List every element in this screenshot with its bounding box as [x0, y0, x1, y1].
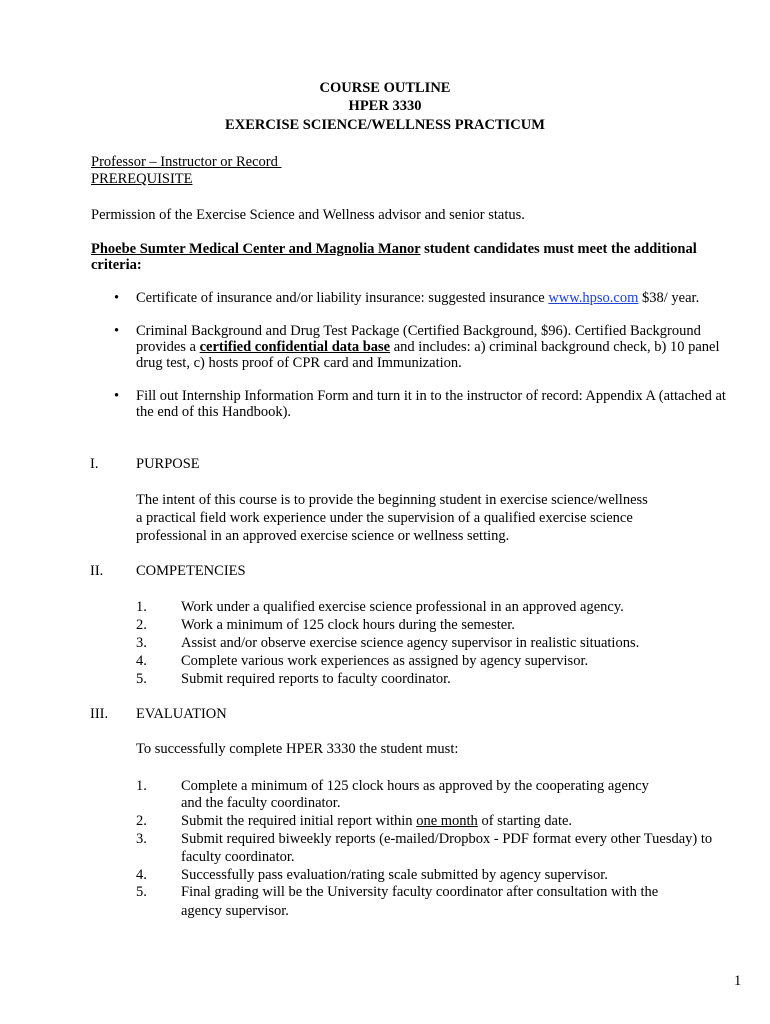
item-text-continued: and the faculty coordinator. [181, 795, 341, 811]
bullet-2-line-1: Criminal Background and Drug Test Package (Certified Background, $96). Certified Background [136, 323, 701, 339]
item-text-continued: faculty coordinator. [181, 849, 295, 865]
item-text: Complete a minimum of 125 clock hours as approved by the cooperating agency [181, 778, 649, 794]
professor-line: Professor – Instructor or Record [91, 154, 282, 170]
item-number: 4. [136, 653, 147, 669]
item-text [181, 813, 572, 829]
prerequisite-heading: PREREQUISITE [91, 171, 193, 187]
bullet-1-text [136, 290, 699, 306]
item-number: 2. [136, 617, 147, 633]
title-line-2: HPER 3330 [348, 98, 422, 114]
section-numeral: II. [90, 563, 104, 579]
item-text: Work a minimum of 125 clock hours during the semester. [181, 617, 515, 633]
item-text-before: Submit the required initial report within [181, 813, 417, 829]
criteria-underlined: Phoebe Sumter Medical Center and Magnolia Manor [91, 241, 421, 257]
section-numeral: I. [90, 456, 99, 472]
criteria-line-1 [91, 241, 697, 257]
one-month-emphasis: one month [416, 813, 478, 829]
section-heading-evaluation: EVALUATION [136, 706, 227, 722]
bullet-2-line-3: drug test, c) hosts proof of CPR card and Immunization. [136, 355, 462, 371]
section-heading-competencies: COMPETENCIES [136, 563, 246, 579]
title-line-3: EXERCISE SCIENCE/WELLNESS PRACTICUM [225, 117, 545, 133]
item-number: 1. [136, 599, 147, 615]
item-text-after: of starting date. [477, 813, 573, 829]
item-text: Successfully pass evaluation/rating scale submitted by agency supervisor. [181, 867, 608, 883]
item-text: Work under a qualified exercise science professional in an approved agency. [181, 599, 624, 615]
item-number: 4. [136, 867, 147, 883]
bullet-3-line-2: the end of this Handbook). [136, 404, 292, 420]
item-number: 2. [136, 813, 147, 829]
item-text-continued: agency supervisor. [181, 903, 289, 919]
bullet-dot: • [114, 290, 120, 306]
certified-data-base: certified confidential data base [199, 339, 391, 355]
item-text: Assist and/or observe exercise science agency supervisor in realistic situations. [181, 635, 640, 651]
item-text: Submit required biweekly reports (e-mailed/Dropbox - PDF format every other Tuesday) to [181, 831, 713, 847]
item-text: Submit required reports to faculty coordinator. [181, 671, 451, 687]
item-number: 5. [136, 884, 147, 900]
item-number: 1. [136, 778, 147, 794]
bullet-3-line-1: Fill out Internship Information Form and turn it in to the instructor of record: Appendix A (attached at [136, 388, 726, 404]
bullet-2-after: and includes: a) criminal background check, b) 10 panel [390, 339, 720, 355]
purpose-line-3: professional in an approved exercise science or wellness setting. [136, 528, 510, 544]
bullet-dot: • [114, 323, 120, 339]
bullet-1-after: $38/ year. [638, 290, 700, 306]
item-number: 3. [136, 831, 147, 847]
item-number: 5. [136, 671, 147, 687]
page-number: 1 [734, 973, 742, 989]
item-text: Final grading will be the University faculty coordinator after consultation with the [181, 884, 659, 900]
purpose-line-1: The intent of this course is to provide the beginning student in exercise science/wellness [136, 492, 648, 508]
permission-text: Permission of the Exercise Science and Wellness advisor and senior status. [91, 207, 525, 223]
item-number: 3. [136, 635, 147, 651]
title-line-1: COURSE OUTLINE [319, 80, 451, 96]
bullet-1-before: Certificate of insurance and/or liability insurance: suggested insurance [136, 290, 549, 306]
item-text: Complete various work experiences as assigned by agency supervisor. [181, 653, 589, 669]
hpso-link[interactable]: www.hpso.com [548, 290, 639, 306]
evaluation-intro: To successfully complete HPER 3330 the student must: [136, 741, 459, 757]
bullet-dot: • [114, 388, 120, 404]
bullet-2-line-2 [136, 339, 719, 355]
section-numeral: III. [90, 706, 109, 722]
criteria-line-2: criteria: [91, 257, 142, 273]
purpose-line-2: a practical field work experience under the supervision of a qualified exercise science [136, 510, 633, 526]
bullet-2-before: provides a [136, 339, 200, 355]
section-heading-purpose: PURPOSE [136, 456, 200, 472]
criteria-rest: student candidates must meet the additional [420, 241, 697, 257]
